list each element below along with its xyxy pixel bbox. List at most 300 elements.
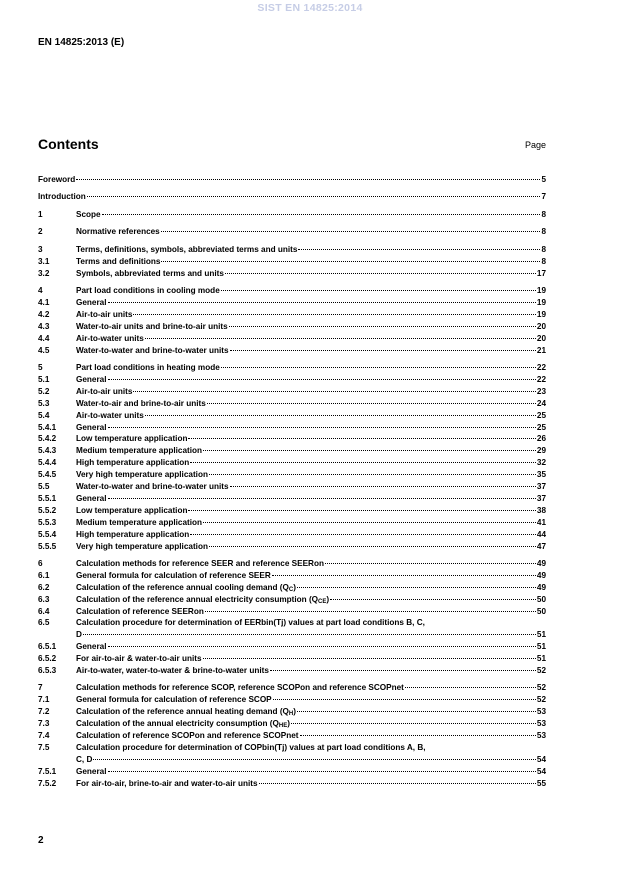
toc-entry[interactable] xyxy=(38,706,546,718)
toc-entry-title-text: General xyxy=(76,375,107,385)
toc-entry-title xyxy=(76,386,132,398)
toc-entry-title xyxy=(76,345,229,357)
toc-entry[interactable] xyxy=(38,558,546,570)
toc-entry-title-text: C, D xyxy=(76,754,93,764)
toc-entry[interactable] xyxy=(38,682,546,694)
toc-entry-number: 6 xyxy=(38,558,43,568)
toc-entry-number: 5.5 xyxy=(38,482,50,492)
toc-entry-number: 4.1 xyxy=(38,298,50,308)
toc-entry[interactable] xyxy=(38,505,546,517)
toc-entry-number: 6.5.1 xyxy=(38,642,57,652)
toc-entry-title-text: Water-to-air units and brine-to-air units xyxy=(76,321,228,331)
toc-entry-title-text: Part load conditions in heating mode xyxy=(76,363,220,373)
toc-entry-title xyxy=(76,617,425,629)
toc-entry[interactable] xyxy=(38,345,546,357)
toc-leader-dots xyxy=(203,450,536,451)
toc-entry-title xyxy=(76,629,82,641)
toc-leader-dots xyxy=(229,326,536,327)
toc-entry-title-text: Air-to-air units xyxy=(76,309,133,319)
toc-entry-line xyxy=(76,665,546,677)
toc-entry-title xyxy=(76,321,228,333)
toc-entry-line xyxy=(76,481,546,493)
toc-entry-title xyxy=(76,268,224,280)
toc-entry-page: 47 xyxy=(536,541,546,551)
toc-entry[interactable] xyxy=(38,174,546,186)
toc-leader-dots xyxy=(93,759,536,760)
toc-leader-dots xyxy=(325,563,536,564)
toc-entry-number: 6.1 xyxy=(38,570,50,580)
toc-entry-line xyxy=(76,754,546,766)
toc-entry-line xyxy=(76,268,546,280)
toc-entry-page: 51 xyxy=(536,630,546,640)
toc-entry-number: 7 xyxy=(38,683,43,693)
toc-leader-dots xyxy=(145,415,536,416)
toc-entry-number: 5.5.5 xyxy=(38,541,57,551)
toc-entry[interactable] xyxy=(38,209,546,221)
toc-entry-number: 5 xyxy=(38,363,43,373)
document-id: EN 14825:2013 (E) xyxy=(38,37,125,48)
watermark: SIST EN 14825:2014 xyxy=(257,2,363,14)
toc-entry-number: 4.5 xyxy=(38,345,50,355)
toc-entry-title-text: Calculation procedure for determination of COPbin(Tj) values at part load conditions A, B, xyxy=(76,742,426,752)
toc-entry-line xyxy=(76,617,546,629)
toc-leader-dots xyxy=(108,498,536,499)
toc-entry-number: 7.5.2 xyxy=(38,778,57,788)
toc-entry-page: 52 xyxy=(536,666,546,675)
toc-entry-number: 3 xyxy=(38,244,43,254)
toc-entry-title-text: Part load conditions in cooling mode xyxy=(76,286,220,296)
toc-entry[interactable] xyxy=(38,606,546,618)
toc-leader-dots xyxy=(76,179,540,180)
toc-entry-title xyxy=(76,541,208,553)
toc-entry-number: 7.1 xyxy=(38,695,50,705)
toc-entry-title xyxy=(76,505,187,517)
toc-entry-number: 7.2 xyxy=(38,707,50,717)
toc-entry-title-text: Calculation methods for reference SEER and reference SEERon xyxy=(76,558,324,568)
toc-entry-line xyxy=(76,309,546,321)
toc-entry[interactable] xyxy=(38,285,546,297)
toc-entry-title-text: Introduction xyxy=(38,192,86,202)
toc-entry-title-text: General xyxy=(76,642,107,652)
toc-entry-title-text: Air-to-water, water-to-water & brine-to-water units xyxy=(76,666,269,675)
toc-entry-title xyxy=(38,174,75,186)
toc-leader-dots xyxy=(83,634,536,635)
toc-entry-line xyxy=(76,386,546,398)
toc-entry-line xyxy=(76,445,546,457)
toc-entry-title-text: Calculation of reference SCOPon and reference SCOPnet xyxy=(76,731,299,741)
toc-entry[interactable] xyxy=(38,653,546,665)
toc-entry-line xyxy=(76,493,546,505)
toc-entry-line xyxy=(76,505,546,517)
toc-entry-page: 49 xyxy=(536,582,546,592)
toc-entry-number: 6.5.3 xyxy=(38,666,57,675)
toc-entry-suffix: ) xyxy=(293,582,296,592)
toc-entry-number: 6.4 xyxy=(38,606,50,616)
toc-entry[interactable] xyxy=(38,445,546,457)
toc-entry-line xyxy=(76,256,546,268)
toc-entry-number: 4 xyxy=(38,286,43,296)
toc-entry-page: 8 xyxy=(541,256,546,266)
toc-entry-number: 6.5.2 xyxy=(38,654,57,664)
toc-entry-title xyxy=(76,778,258,790)
toc-entry-title xyxy=(76,694,272,706)
toc-entry[interactable] xyxy=(38,362,546,374)
toc-entry[interactable] xyxy=(38,766,546,778)
toc-entry-page: 44 xyxy=(536,529,546,539)
toc-entry-page: 29 xyxy=(536,446,546,456)
toc-entry-title xyxy=(76,493,107,505)
toc-entry-number: 7.3 xyxy=(38,719,50,729)
toc-entry-title xyxy=(76,718,290,730)
toc-entry-page: 17 xyxy=(536,268,546,278)
toc-entry-number: 5.4.2 xyxy=(38,434,57,444)
toc-entry-title xyxy=(76,297,107,309)
toc-entry-title xyxy=(76,362,220,374)
toc-leader-dots xyxy=(209,546,536,547)
toc-entry-title xyxy=(76,481,229,493)
toc-leader-dots xyxy=(291,723,536,724)
toc-entry[interactable] xyxy=(38,570,546,582)
toc-entry[interactable] xyxy=(38,694,546,706)
toc-entry-page: 49 xyxy=(536,570,546,580)
toc-leader-dots xyxy=(108,302,536,303)
toc-entry-number: 5.4.3 xyxy=(38,446,57,456)
toc-entry-title-text: Calculation methods for reference SCOP, reference SCOPon and reference SCOPnet xyxy=(76,683,404,693)
toc-entry-title-text: General xyxy=(76,766,107,776)
toc-entry-line xyxy=(76,606,546,618)
toc-entry-title xyxy=(76,398,206,410)
toc-entry[interactable] xyxy=(38,541,546,553)
toc-leader-dots xyxy=(297,711,536,712)
toc-entry-title xyxy=(76,445,202,457)
toc-entry-page: 50 xyxy=(536,606,546,616)
toc-entry-number: 5.5.1 xyxy=(38,493,57,503)
toc-leader-dots xyxy=(108,427,536,428)
toc-entry-title-text: Scope xyxy=(76,209,101,219)
toc-entry-line xyxy=(76,694,546,706)
toc-entry-title-text: Very high temperature application xyxy=(76,470,208,480)
toc-entry-number: 1 xyxy=(38,209,43,219)
toc-entry-line xyxy=(76,766,546,778)
toc-entry-title xyxy=(76,582,296,594)
toc-entry-line xyxy=(76,641,546,653)
toc-entry[interactable] xyxy=(38,582,546,594)
toc-leader-dots xyxy=(102,214,541,215)
toc-entry-title-text: Foreword xyxy=(38,175,76,184)
toc-entry[interactable] xyxy=(38,594,546,606)
toc-entry-number: 5.1 xyxy=(38,375,50,385)
toc-leader-dots xyxy=(161,231,541,232)
toc-entry[interactable] xyxy=(38,244,546,256)
toc-entry-title xyxy=(76,469,208,481)
toc-entry-title xyxy=(76,333,144,345)
toc-entry[interactable] xyxy=(38,617,546,629)
toc-entry-title-text: Water-to-air and brine-to-air units xyxy=(76,398,206,408)
toc-entry-title xyxy=(76,558,324,570)
toc-entry-page: 52 xyxy=(536,695,546,705)
toc-leader-dots xyxy=(209,474,536,475)
toc-entry-title-text: Calculation of the reference annual cooling demand (Q xyxy=(76,582,289,592)
toc-entry-page: 54 xyxy=(536,754,546,764)
toc-entry-number: 6.2 xyxy=(38,582,50,592)
toc-entry-number: 5.2 xyxy=(38,386,50,396)
toc-entry-page: 8 xyxy=(541,209,546,219)
toc-entry-title xyxy=(76,244,297,256)
toc-entry[interactable] xyxy=(38,754,546,766)
toc-entry[interactable] xyxy=(38,321,546,333)
toc-leader-dots xyxy=(230,350,536,351)
toc-entry-subscript: HE xyxy=(278,723,288,730)
toc-leader-dots xyxy=(190,462,536,463)
toc-entry-line xyxy=(76,730,546,742)
toc-entry[interactable] xyxy=(38,256,546,268)
toc-entry-line xyxy=(76,682,546,694)
toc-entry-page: 41 xyxy=(536,517,546,527)
table-of-contents xyxy=(38,174,546,790)
toc-leader-dots xyxy=(190,534,536,535)
toc-entry-title xyxy=(76,422,107,434)
toc-leader-dots xyxy=(330,599,536,600)
toc-entry[interactable] xyxy=(38,517,546,529)
toc-leader-dots xyxy=(203,658,536,659)
toc-entry-page: 22 xyxy=(536,375,546,385)
toc-entry-title-text: For air-to-air, brine-to-air and water-to-air units xyxy=(76,778,258,788)
toc-entry[interactable] xyxy=(38,457,546,469)
toc-entry[interactable] xyxy=(38,481,546,493)
toc-leader-dots xyxy=(221,367,536,368)
toc-entry-subscript: H xyxy=(288,711,294,718)
toc-entry-page: 37 xyxy=(536,482,546,492)
toc-entry-title-text: Low temperature application xyxy=(76,434,188,444)
toc-entry-page: 7 xyxy=(541,192,546,202)
page-number: 2 xyxy=(38,835,44,846)
toc-entry-line xyxy=(38,191,546,203)
toc-entry-title xyxy=(76,653,202,665)
toc-entry-line xyxy=(76,226,546,238)
toc-entry[interactable] xyxy=(38,629,546,641)
toc-entry[interactable] xyxy=(38,422,546,434)
toc-entry-title-text: General xyxy=(76,493,107,503)
toc-leader-dots xyxy=(221,290,536,291)
toc-entry-page: 49 xyxy=(536,558,546,568)
toc-entry-title-text: Terms, definitions, symbols, abbreviated terms and units xyxy=(76,244,298,254)
toc-entry[interactable] xyxy=(38,398,546,410)
toc-entry-number: 3.2 xyxy=(38,268,50,278)
toc-entry-line xyxy=(76,541,546,553)
toc-entry-title-text: Calculation of the reference annual heating demand (Q xyxy=(76,707,289,717)
toc-entry-number: 7.4 xyxy=(38,731,50,741)
toc-entry-line xyxy=(76,422,546,434)
toc-entry-subscript: CE xyxy=(318,598,327,605)
toc-entry-line xyxy=(76,742,546,754)
toc-entry-line xyxy=(76,594,546,606)
toc-entry-number: 5.4.5 xyxy=(38,470,57,480)
toc-entry-title xyxy=(76,309,132,321)
toc-entry-title xyxy=(76,410,144,422)
toc-entry-number: 4.4 xyxy=(38,333,50,343)
toc-leader-dots xyxy=(272,575,536,576)
toc-entry-line xyxy=(76,582,546,594)
toc-entry-title-text: High temperature application xyxy=(76,458,190,468)
toc-entry-title xyxy=(76,433,187,445)
toc-entry-line xyxy=(76,374,546,386)
toc-entry[interactable] xyxy=(38,191,546,203)
toc-entry-page: 53 xyxy=(536,719,546,729)
toc-entry[interactable] xyxy=(38,529,546,541)
toc-entry-title xyxy=(76,226,160,238)
toc-entry-page: 20 xyxy=(536,333,546,343)
toc-entry-page: 25 xyxy=(536,410,546,420)
toc-entry-page: 5 xyxy=(541,175,546,184)
toc-leader-dots xyxy=(108,771,536,772)
toc-entry-title-text: Very high temperature application xyxy=(76,541,208,551)
toc-leader-dots xyxy=(203,522,536,523)
toc-entry-line xyxy=(76,718,546,730)
toc-entry[interactable] xyxy=(38,297,546,309)
toc-entry-title-text: General xyxy=(76,422,107,432)
toc-entry-number: 5.5.2 xyxy=(38,505,57,515)
toc-entry-line xyxy=(76,209,546,221)
toc-entry[interactable] xyxy=(38,493,546,505)
toc-entry[interactable] xyxy=(38,268,546,280)
toc-entry-page: 20 xyxy=(536,321,546,331)
toc-leader-dots xyxy=(108,646,536,647)
toc-entry-title xyxy=(76,682,404,694)
toc-entry-title xyxy=(76,594,329,606)
toc-entry[interactable] xyxy=(38,730,546,742)
toc-entry-page: 19 xyxy=(536,298,546,308)
toc-entry-number: 3.1 xyxy=(38,256,50,266)
toc-entry-line xyxy=(76,244,546,256)
toc-leader-dots xyxy=(259,783,536,784)
toc-entry-page: 21 xyxy=(536,345,546,355)
toc-entry-title xyxy=(76,730,299,742)
toc-entry-page: 24 xyxy=(536,398,546,408)
toc-entry-title-text: Normative references xyxy=(76,227,160,237)
toc-entry-title-text: High temperature application xyxy=(76,529,190,539)
toc-entry-title xyxy=(76,256,160,268)
toc-entry-line xyxy=(76,398,546,410)
toc-leader-dots xyxy=(161,261,540,262)
toc-entry-line xyxy=(76,410,546,422)
toc-leader-dots xyxy=(87,196,541,197)
toc-leader-dots xyxy=(188,438,535,439)
toc-entry-line xyxy=(38,174,546,186)
toc-entry-title xyxy=(76,285,220,297)
toc-entry[interactable] xyxy=(38,309,546,321)
toc-entry-title-text: Terms and definitions xyxy=(76,256,161,266)
toc-entry[interactable] xyxy=(38,374,546,386)
toc-leader-dots xyxy=(225,273,536,274)
toc-entry-number: 5.4.1 xyxy=(38,422,57,432)
toc-entry-title xyxy=(76,374,107,386)
toc-entry-page: 19 xyxy=(536,309,546,319)
toc-entry-number: 6.3 xyxy=(38,594,50,604)
toc-entry-page: 26 xyxy=(536,434,546,444)
toc-leader-dots xyxy=(188,510,535,511)
toc-leader-dots xyxy=(300,735,536,736)
toc-entry[interactable] xyxy=(38,433,546,445)
toc-entry-number: 5.4.4 xyxy=(38,458,57,468)
toc-entry[interactable] xyxy=(38,665,546,677)
toc-entry-title-text: Air-to-water units xyxy=(76,333,144,343)
toc-entry-subscript: C xyxy=(288,586,294,593)
toc-entry-title-text: Medium temperature application xyxy=(76,446,203,456)
toc-entry[interactable] xyxy=(38,742,546,754)
page-column-label: Page xyxy=(524,140,546,150)
toc-entry-page: 37 xyxy=(536,493,546,503)
contents-title: Contents xyxy=(38,136,99,152)
toc-entry-title xyxy=(76,606,204,618)
toc-leader-dots xyxy=(230,486,536,487)
toc-entry-title-text: General xyxy=(76,298,107,308)
toc-entry-page: 53 xyxy=(536,731,546,741)
toc-entry-line xyxy=(76,629,546,641)
toc-entry-suffix: ) xyxy=(326,594,330,604)
toc-entry-title-text: Medium temperature application xyxy=(76,517,203,527)
toc-entry-title xyxy=(76,209,101,221)
toc-entry-number: 4.3 xyxy=(38,321,50,331)
toc-entry-title xyxy=(38,191,86,203)
toc-entry-title-text: General formula for calculation of reference SCOP xyxy=(76,695,272,705)
toc-entry-line xyxy=(76,706,546,718)
toc-leader-dots xyxy=(205,611,536,612)
toc-entry-line xyxy=(76,529,546,541)
toc-entry[interactable] xyxy=(38,641,546,653)
toc-entry-number: 5.4 xyxy=(38,410,50,420)
toc-entry-number: 6.5 xyxy=(38,618,50,628)
toc-entry[interactable] xyxy=(38,333,546,345)
toc-entry-number: 5.5.4 xyxy=(38,529,57,539)
toc-entry-suffix: ) xyxy=(293,707,296,717)
toc-entry-number: 4.2 xyxy=(38,309,50,319)
toc-entry-title xyxy=(76,706,296,718)
toc-entry[interactable] xyxy=(38,718,546,730)
toc-entry-page: 8 xyxy=(541,227,546,237)
toc-entry-title xyxy=(76,641,107,653)
toc-entry-page: 8 xyxy=(541,244,546,254)
toc-entry-page: 51 xyxy=(536,654,546,664)
toc-entry-line xyxy=(76,333,546,345)
toc-leader-dots xyxy=(270,670,536,671)
toc-entry-title xyxy=(76,570,271,582)
toc-entry[interactable] xyxy=(38,469,546,481)
toc-entry-title xyxy=(76,529,189,541)
toc-entry-line xyxy=(76,345,546,357)
toc-entry-page: 55 xyxy=(536,778,546,788)
toc-entry-title-text: D xyxy=(76,630,82,640)
toc-entry[interactable] xyxy=(38,778,546,790)
toc-entry-title xyxy=(76,766,107,778)
toc-entry-title-text: For air-to-air & water-to-air units xyxy=(76,654,202,664)
toc-entry-line xyxy=(76,433,546,445)
toc-entry-number: 7.5.1 xyxy=(38,766,57,776)
toc-leader-dots xyxy=(108,379,536,380)
toc-entry-page: 25 xyxy=(536,422,546,432)
toc-entry-title xyxy=(76,754,92,766)
toc-entry[interactable] xyxy=(38,386,546,398)
toc-entry-page: 53 xyxy=(536,707,546,717)
toc-entry[interactable] xyxy=(38,410,546,422)
toc-entry[interactable] xyxy=(38,226,546,238)
toc-entry-line xyxy=(76,570,546,582)
toc-leader-dots xyxy=(273,699,536,700)
toc-leader-dots xyxy=(405,687,536,688)
toc-entry-page: 23 xyxy=(536,386,546,396)
toc-entry-title-text: Symbols, abbreviated terms and units xyxy=(76,268,224,278)
toc-entry-line xyxy=(76,457,546,469)
toc-entry-line xyxy=(76,362,546,374)
